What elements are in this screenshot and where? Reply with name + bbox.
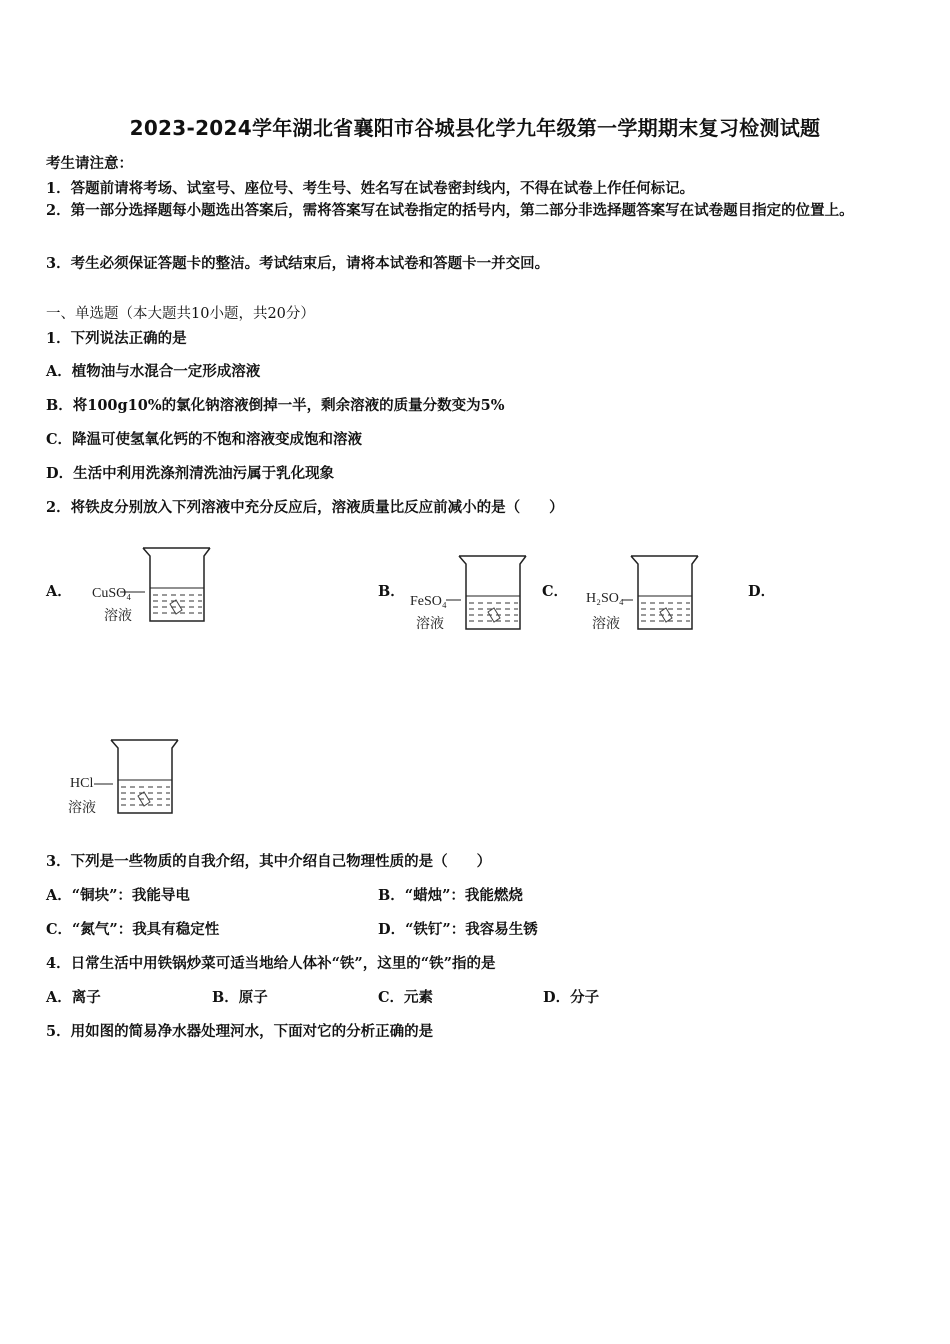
q2-option-b-formula: FeSO₄ xyxy=(410,594,447,609)
q2-option-b-solution-label: 溶液 xyxy=(416,616,444,632)
notice-item-1: 1．答题前请将考场、试室号、座位号、考生号、姓名写在试卷密封线内，不得在试卷上作任何标记。 xyxy=(46,180,695,197)
q3-option-c: C．“氮气”：我具有稳定性 xyxy=(46,921,220,938)
q2-option-c-solution-label: 溶液 xyxy=(592,616,620,632)
q1-option-b: B．将100g10%的氯化钠溶液倒掉一半，剩余溶液的质量分数变为5% xyxy=(46,397,505,414)
q4-option-b: B．原子 xyxy=(212,989,268,1006)
page-title: 2023-2024学年湖北省襄阳市谷城县化学九年级第一学期期末复习检测试题 xyxy=(129,116,821,140)
q4-stem: 4．日常生活中用铁锅炒菜可适当地给人体补“铁”，这里的“铁”指的是 xyxy=(46,955,496,972)
section-heading: 一、单选题（本大题共10小题，共20分） xyxy=(46,306,315,322)
q2-stem: 2．将铁皮分别放入下列溶液中充分反应后，溶液质量比反应前减小的是（ ） xyxy=(46,499,564,516)
q2-option-a-letter: A． xyxy=(46,583,72,600)
q4-option-a: A．离子 xyxy=(46,989,101,1006)
q1-option-d: D．生活中利用洗涤剂清洗油污属于乳化现象 xyxy=(46,465,335,482)
q3-option-d: D．“铁钉”：我容易生锈 xyxy=(378,921,538,938)
q2-option-c-formula: H₂SO₄ xyxy=(586,591,624,606)
beaker-c-icon xyxy=(628,554,703,632)
q2-option-c-letter: C． xyxy=(542,583,569,600)
q1-option-a: A．植物油与水混合一定形成溶液 xyxy=(46,363,261,380)
q4-option-c: C．元素 xyxy=(378,989,434,1006)
q1-option-c: C．降温可使氢氧化钙的不饱和溶液变成饱和溶液 xyxy=(46,431,363,448)
notice-item-2: 2．第一部分选择题每小题选出答案后，需将答案写在试卷指定的括号内，第二部分非选择题答案写在试卷题目指定的位置上。 xyxy=(46,202,854,219)
q3-option-a: A．“铜块”：我能导电 xyxy=(46,887,190,904)
q4-option-d: D．分子 xyxy=(543,989,600,1006)
q3-stem: 3．下列是一些物质的自我介绍，其中介绍自己物理性质的是（ ） xyxy=(46,853,492,870)
beaker-d-icon xyxy=(108,738,183,816)
q2-option-d-formula: HCl xyxy=(70,776,94,791)
beaker-b-icon xyxy=(456,554,531,632)
notice-item-3: 3．考生必须保证答题卡的整洁。考试结束后，请将本试卷和答题卡一并交回。 xyxy=(46,255,550,272)
q3-option-b: B．“蜡烛”：我能燃烧 xyxy=(378,887,523,904)
notice-heading: 考生请注意： xyxy=(46,155,133,172)
q1-stem: 1．下列说法正确的是 xyxy=(46,330,187,347)
q2-option-a-formula: CuSO₄ xyxy=(92,586,132,601)
beaker-a-icon xyxy=(140,546,215,624)
q2-option-d-solution-label: 溶液 xyxy=(68,800,96,816)
q2-option-a-solution-label: 溶液 xyxy=(104,608,132,624)
q5-stem: 5．用如图的简易净水器处理河水，下面对它的分析正确的是 xyxy=(46,1023,434,1040)
q2-option-d-letter: D． xyxy=(748,583,776,600)
q2-option-b-letter: B． xyxy=(378,583,405,600)
